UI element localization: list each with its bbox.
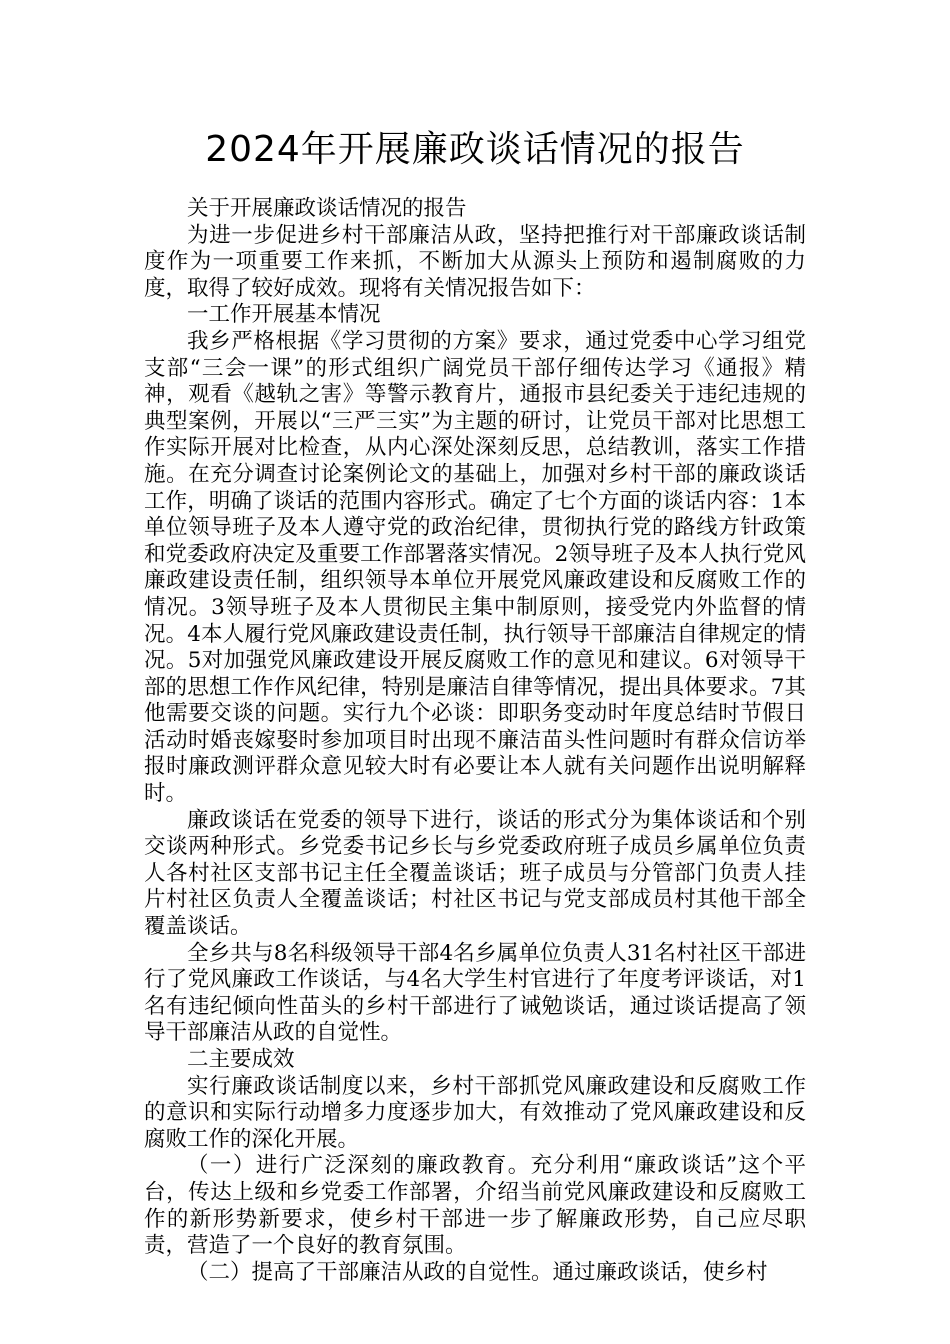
paragraph: 我乡严格根据《学习贯彻的方案》要求，通过党委中心学习组党支部“三会一课”的形式组织广阔党员干部仔细传达学习《通报》精神，观看《越轨之害》等警示教育片，通报市县纪委关于违纪违规的典型案例，开展以“三严三实”为主题的研讨，让党员干部对比思想工作实际开展对比检查，从内心深处深刻反思，总结教训，落实工作措施。在充分调查讨论案例论文的基础上，加强对乡村干部的廉政谈话工作，明确了谈话的范围内容形式。确定了七个方面的谈话内容：1本单位领导班子及本人遵守党的政治纪律，贯彻执行党的路线方针政策和党委政府决定及重要工作部署落实情况。2领导班子及本人执行党风廉政建设责任制，组织领导本单位开展党风廉政建设和反腐败工作的情况。3领导班子及本人贯彻民主集中制原则，接受党内外监督的情况。4本人履行党风廉政建设责任制，执行领导干部廉洁自律规定的情况。5对加强党风廉政建设开展反腐败工作的意见和建议。6对领导干部的思想工作作风纪律，特别是廉洁自律等情况，提出具体要求。7其他需要交谈的问题。实行九个必谈：即职务变动时年度总结时节假日活动时婚丧嫁娶时参加项目时出现不廉洁苗头性问题时有群众信访举报时廉政测评群众意见较大时有必要让本人就有关问题作出说明解释时。 — [144, 328, 806, 807]
paragraph: 全乡共与8名科级领导干部4名乡属单位负责人31名村社区干部进行了党风廉政工作谈话，与4名大学生村官进行了年度考评谈话，对1名有违纪倾向性苗头的乡村干部进行了诫勉谈话，通过谈话提高了领导干部廉洁从政的自觉性。 — [144, 940, 806, 1046]
paragraph: 实行廉政谈话制度以来，乡村干部抓党风廉政建设和反腐败工作的意识和实际行动增多力度逐步加大，有效推动了党风廉政建设和反腐败工作的深化开展。 — [144, 1073, 806, 1152]
document-body — [144, 196, 806, 1286]
paragraph: （二）提高了干部廉洁从政的自觉性。通过廉政谈话，使乡村 — [187, 1259, 768, 1285]
section-heading-2: 二主要成效 — [187, 1047, 295, 1072]
paragraph-intro: 为进一步促进乡村干部廉洁从政，坚持把推行对干部廉政谈话制度作为一项重要工作来抓，不断加大从源头上预防和遏制腐败的力度，取得了较好成效。现将有关情况报告如下： — [144, 222, 806, 301]
paragraph-subtitle: 关于开展廉政谈话情况的报告 — [187, 196, 467, 221]
document-title: 2024年开展廉政谈话情况的报告 — [205, 129, 745, 170]
paragraph: （一）进行广泛深刻的廉政教育。充分利用“廉政谈话”这个平台，传达上级和乡党委工作部署，介绍当前党风廉政建设和反腐败工作的新形势新要求，使乡村干部进一步了解廉政形势，自己应尽职责，营造了一个良好的教育氛围。 — [144, 1153, 806, 1259]
section-heading-1: 一工作开展基本情况 — [187, 302, 381, 328]
paragraph: 廉政谈话在党委的领导下进行，谈话的形式分为集体谈话和个别交谈两种形式。乡党委书记乡长与乡党委政府班子成员乡属单位负责人各村社区支部书记主任全覆盖谈话；班子成员与分管部门负责人挂片村社区负责人全覆盖谈话；村社区书记与党支部成员村其他干部全覆盖谈话。 — [144, 807, 806, 940]
